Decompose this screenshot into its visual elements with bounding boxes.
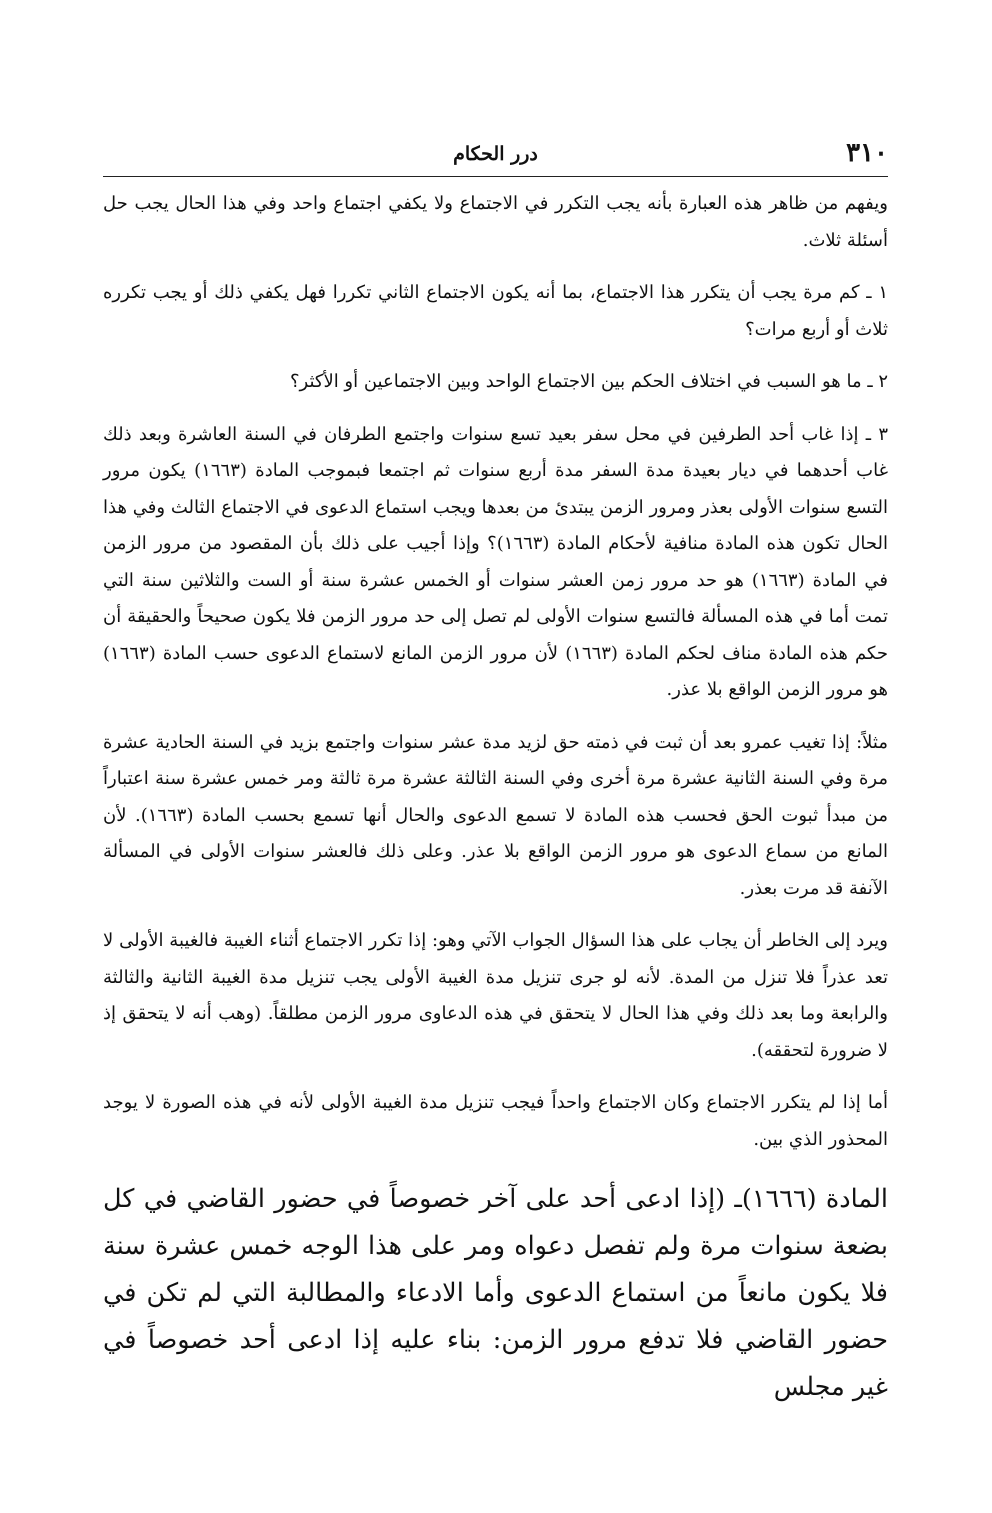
- single-meeting-paragraph: أما إذا لم يتكرر الاجتماع وكان الاجتماع واحداً فيجب تنزيل مدة الغيبة الأولى لأنه في هذه الصورة لا يوجد المحذور الذي بين.: [103, 1092, 888, 1150]
- page-number: ٣١٠: [846, 138, 888, 168]
- page-body: [103, 186, 888, 1411]
- page-header: [103, 136, 888, 170]
- answer-paragraph: ويرد إلى الخاطر أن يجاب على هذا السؤال الجواب الآتي وهو: إذا تكرر الاجتماع أثناء الغيبة فالغيبة الأولى لا تعد عذراً فلا تنزل من المدة. لأنه لو جرى تنزيل مدة الغيبة الأولى يجب تنزيل مدة الغيبة الثانية والثالثة والرابعة وما بعد ذلك وفي هذا الحال لا يتحقق في هذه الدعاوى مرور الزمن مطلقاً. (وهب أنه لا يتحقق إذ لا ضرورة لتحققه).: [103, 930, 888, 1061]
- article-1666-paragraph: المادة (١٦٦٦)ـ (إذا ادعى أحد على آخر خصوصاً في حضور القاضي في كل بضعة سنوات مرة ولم تفصل دعواه ومر على هذا الوجه خمس عشرة سنة فلا يكون مانعاً من استماع الدعوى وأما الادعاء والمطالبة التي لم تكن في حضور القاضي فلا تدفع مرور الزمن: بناء عليه إذا ادعى أحد خصوصاً في غير مجلس: [103, 1184, 888, 1402]
- intro-paragraph: ويفهم من ظاهر هذه العبارة بأنه يجب التكرر في الاجتماع ولا يكفي اجتماع واحد وفي هذا الحال يجب حل أسئلة ثلاث.: [103, 193, 888, 251]
- header-rule: [103, 176, 888, 177]
- question-3-paragraph: ٣ ـ إذا غاب أحد الطرفين في محل سفر بعيد تسع سنوات واجتمع الطرفان في السنة العاشرة وبعد ذلك غاب أحدهما في ديار بعيدة مدة السفر مدة أربع سنوات ثم اجتمعا فبموجب المادة (١٦٦٣) يكون مرور التسع سنوات الأولى بعذر ومرور الزمن يبتدئ من بعدها ويجب استماع الدعوى في الاجتماع الثالث وفي هذا الحال تكون هذه المادة منافية لأحكام المادة (١٦٦٣)؟ وإذا أجيب على ذلك بأن المقصود من مرور الزمن في المادة (١٦٦٣) هو حد مرور زمن العشر سنوات أو الخمس عشرة سنة أو الست والثلاثين سنة التي تمت أما في هذه المسألة فالتسع سنوات الأولى لم تصل إلى حد مرور الزمن فلا يكون صحيحاً والحقيقة أن حكم هذه المادة مناف لحكم المادة (١٦٦٣) لأن مرور الزمن المانع لاستماع الدعوى حسب المادة (١٦٦٣) هو مرور الزمن الواقع بلا عذر.: [103, 423, 888, 700]
- example-paragraph: مثلاً: إذا تغيب عمرو بعد أن ثبت في ذمته حق لزيد مدة عشر سنوات واجتمع بزيد في السنة الحادية عشرة مرة وفي السنة الثانية عشرة مرة أخرى وفي السنة الثالثة عشرة مرة ثالثة ومر خمس عشرة سنة اعتباراً من مبدأ ثبوت الحق فحسب هذه المادة لا تسمع الدعوى والحال أنها تسمع بحسب المادة (١٦٦٣). لأن المانع من سماع الدعوى هو مرور الزمن الواقع بلا عذر. وعلى ذلك فالعشر سنوات الأولى في المسألة الآنفة قد مرت بعذر.: [103, 731, 889, 899]
- question-1-paragraph: ١ ـ كم مرة يجب أن يتكرر هذا الاجتماع، بما أنه يكون الاجتماع الثاني تكررا فهل يكفي ذلك أو يجب تكرره ثلاث أو أربع مرات؟: [103, 282, 888, 340]
- running-title: درر الحكام: [453, 143, 538, 165]
- question-2-paragraph: ٢ ـ ما هو السبب في اختلاف الحكم بين الاجتماع الواحد وبين الاجتماعين أو الأكثر؟: [289, 371, 888, 392]
